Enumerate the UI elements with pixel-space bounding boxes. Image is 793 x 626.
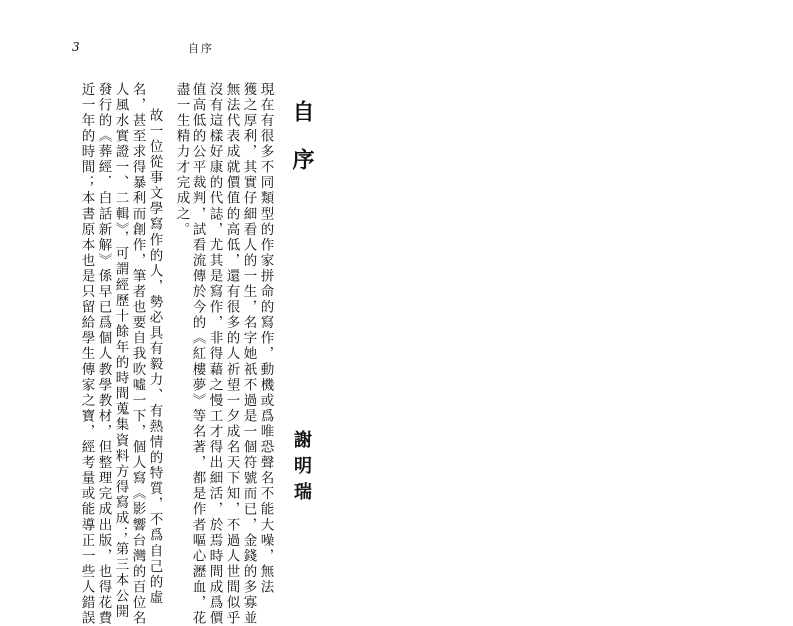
text-column-11: 近一年的時間；本書原本也是只留給學生傳家之寶，經考量或能導正一些人錯誤 xyxy=(78,82,95,626)
text-column-6: 盡一生精力才完成之。 xyxy=(173,82,190,238)
running-head: 自序 xyxy=(188,42,214,55)
text-column-4: 沒有這樣好康的代誌，尤其是寫作，非得藉之慢工才得出細活，於焉時間成爲價 xyxy=(206,82,223,626)
preface-title: 自序 xyxy=(289,100,315,196)
text-column-3: 無法代表成就價值的高低，還有很多的人祈望一夕成名天下知，不過人世間似乎 xyxy=(223,82,240,626)
author-name: 謝明瑞 xyxy=(291,430,312,508)
text-column-7: 故一位從事文學寫作的人，勢必具有毅力、有熱情的特質，不爲自己的虛 xyxy=(146,108,163,606)
text-column-5: 值高低的公平裁判，試看流傳於今的《紅樓夢》等名著，都是作者嘔心瀝血，花 xyxy=(189,82,206,626)
text-column-8: 名，甚至求得暴利而創作，筆者也要自我吹噓一下，個人寫《影響台灣的百位名 xyxy=(129,82,146,626)
text-column-1: 現在有很多不同類型的作家拼命的寫作，動機或爲唯恐聲名不能大噪，無法 xyxy=(257,82,274,596)
page-number: 3 xyxy=(72,40,80,54)
text-column-9: 人風水實證一、二輯》，可謂經歷十餘年的時間蒐集資料方得寫成；第三本公開 xyxy=(112,82,129,620)
text-column-2: 獲之厚利，其實仔細看人的一生，名字她祇不過是一個符號而已，金錢的多寡並 xyxy=(240,82,257,626)
text-column-10: 發行的《葬經．白話新解》係早已爲個人教學教材，但整理完成出版，也得花費 xyxy=(95,82,112,626)
